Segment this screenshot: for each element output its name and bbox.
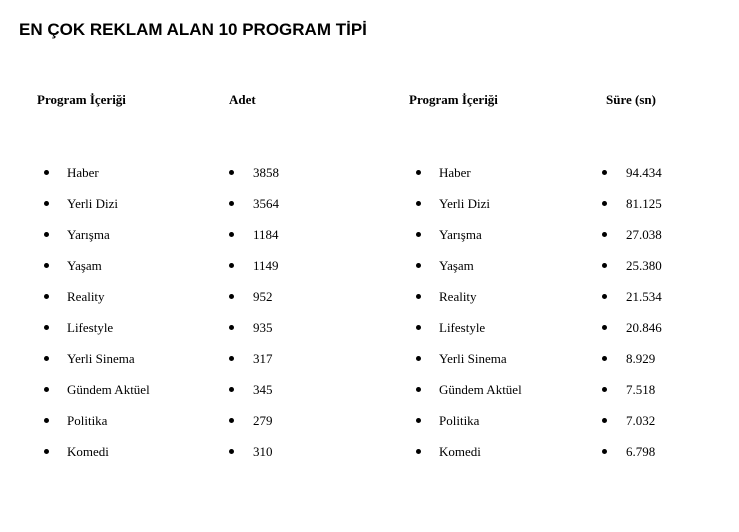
bullet-icon [229, 170, 234, 175]
list-item-text: Haber [67, 165, 99, 180]
bullet-icon [44, 356, 49, 361]
list-item-text: 7.518 [626, 382, 656, 397]
bullet-icon [44, 387, 49, 392]
bullet-icon [416, 170, 421, 175]
bullet-icon [602, 232, 607, 237]
header-duration: Süre (sn) [606, 92, 656, 107]
list-item-text: Yerli Dizi [439, 196, 491, 211]
bullet-icon [416, 387, 421, 392]
list-item-text: Yerli Dizi [67, 196, 119, 211]
bullet-icon [602, 325, 607, 330]
bullet-icon [44, 418, 49, 423]
header-program-content-by-count: Program İçeriği [37, 92, 126, 107]
list-item-text: Politika [67, 413, 108, 428]
bullet-icon [416, 263, 421, 268]
list-item-text: Yarışma [67, 227, 110, 242]
list-item-text: 1149 [253, 258, 279, 273]
bullet-icon [229, 418, 234, 423]
bullet-icon [44, 170, 49, 175]
page-title: EN ÇOK REKLAM ALAN 10 PROGRAM TİPİ [19, 20, 367, 39]
list-item-text: Lifestyle [67, 320, 114, 335]
bullet-icon [416, 201, 421, 206]
list-item-text: Yarışma [439, 227, 482, 242]
list-item-text: Yerli Sinema [67, 351, 135, 366]
list-item-text: 1184 [253, 227, 279, 242]
list-item-text: 8.929 [626, 351, 656, 366]
list-item-text: 3858 [253, 165, 279, 180]
bullet-icon [229, 356, 234, 361]
bullet-icon [416, 325, 421, 330]
bullet-icon [602, 201, 607, 206]
list-item-text: Yerli Sinema [439, 351, 507, 366]
list-item-text: Reality [67, 289, 105, 304]
bullet-icon [229, 449, 234, 454]
bullet-icon [602, 418, 607, 423]
list-item-text: Haber [439, 165, 471, 180]
bullet-icon [229, 263, 234, 268]
list-item-text: Yaşam [439, 258, 474, 273]
list-item-text: 6.798 [626, 444, 656, 459]
list-item-text: Yaşam [67, 258, 102, 273]
list-item-text: Reality [439, 289, 477, 304]
bullet-icon [602, 356, 607, 361]
bullet-icon [229, 201, 234, 206]
bullet-icon [229, 325, 234, 330]
bullet-icon [602, 294, 607, 299]
header-count: Adet [229, 92, 256, 107]
bullet-icon [229, 294, 234, 299]
bullet-icon [416, 356, 421, 361]
list-item-text: 317 [253, 351, 273, 366]
bullet-icon [602, 387, 607, 392]
list-item-text: Gündem Aktüel [67, 382, 150, 397]
bullet-icon [44, 325, 49, 330]
bullet-icon [44, 294, 49, 299]
bullet-icon [229, 387, 234, 392]
list-item-text: 3564 [253, 196, 279, 211]
bullet-icon [416, 294, 421, 299]
list-item-text: 81.125 [626, 196, 662, 211]
list-item-text: Gündem Aktüel [439, 382, 522, 397]
list-item-text: 310 [253, 444, 273, 459]
list-item-text: 952 [253, 289, 273, 304]
list-item-text: 7.032 [626, 413, 656, 428]
bullet-icon [44, 449, 49, 454]
bullet-icon [602, 263, 607, 268]
list-item-text: Komedi [439, 444, 481, 459]
bullet-icon [602, 170, 607, 175]
bullet-icon [229, 232, 234, 237]
list-item-text: 935 [253, 320, 273, 335]
bullet-icon [44, 201, 49, 206]
list-item-text: 21.534 [626, 289, 662, 304]
bullet-icon [602, 449, 607, 454]
list-item-text: Komedi [67, 444, 109, 459]
header-program-content-by-duration: Program İçeriği [409, 92, 498, 107]
list-item-text: Politika [439, 413, 480, 428]
list-item-text: 345 [253, 382, 273, 397]
bullet-icon [44, 263, 49, 268]
bullet-icon [416, 449, 421, 454]
list-item-text: 279 [253, 413, 273, 428]
list-item-text: 25.380 [626, 258, 662, 273]
list-item-text: 94.434 [626, 165, 662, 180]
list-item-text: Lifestyle [439, 320, 486, 335]
list-item-text: 20.846 [626, 320, 662, 335]
bullet-icon [416, 418, 421, 423]
bullet-icon [416, 232, 421, 237]
list-item-text: 27.038 [626, 227, 662, 242]
bullet-icon [44, 232, 49, 237]
